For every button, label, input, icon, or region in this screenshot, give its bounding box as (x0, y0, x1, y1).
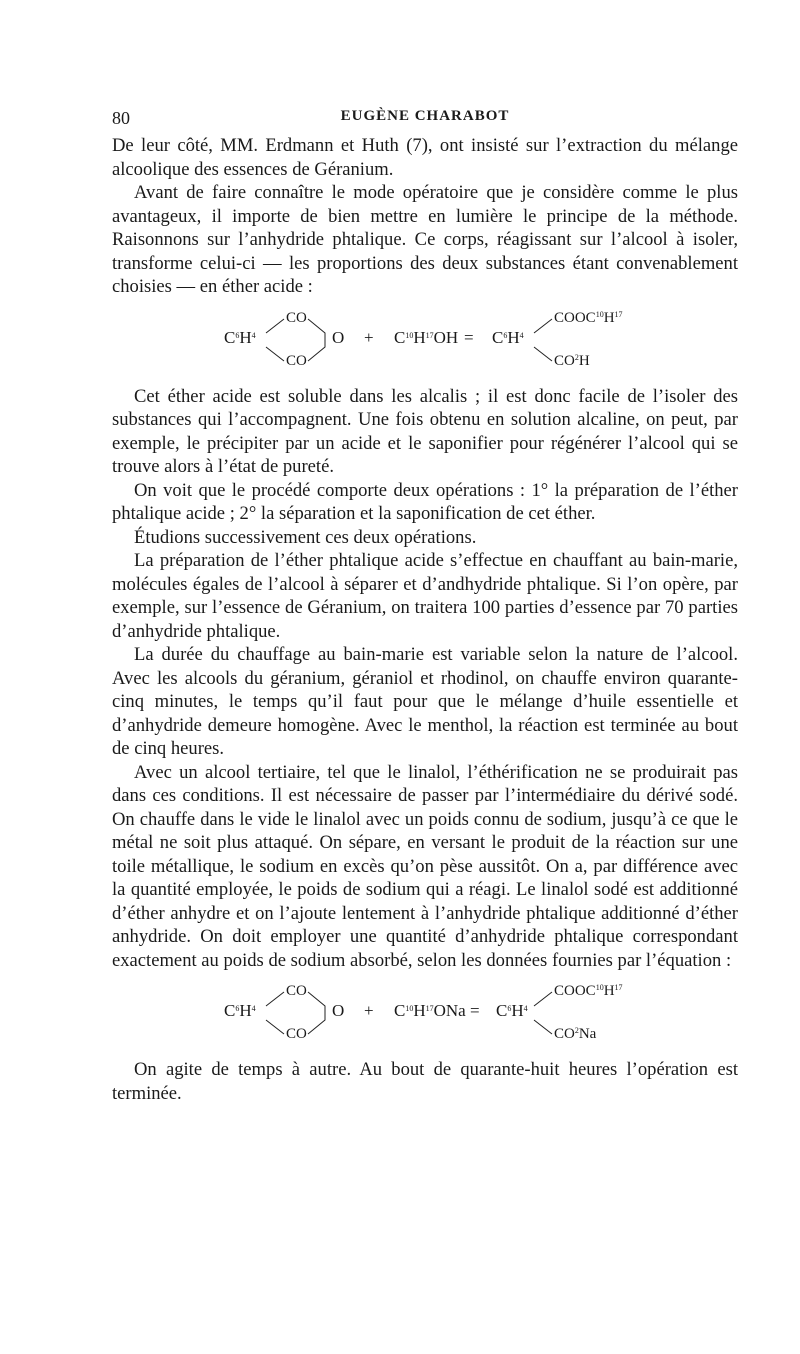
equation-1-co-bottom: CO (286, 352, 307, 369)
equation-1-plus: + (364, 327, 374, 347)
chemical-equation-1 (112, 309, 738, 371)
equation-1-reactant-ring: $C^6H^4$ (224, 327, 256, 347)
paragraph-3: Cet éther acide est soluble dans les alcalis ; il est donc facile de l’isoler des substances qui l’accompagnent. Une fois obtenu en solution alcaline, on peut, par exemple, le précipiter par un acide et le saponifier pour régénérer l’alcool qui se trouve alors à l’état de pureté. (112, 385, 738, 477)
paragraph-2: Avant de faire connaître le mode opératoire que je considère comme le plus avantageux, il importe de bien mettre en lumière le principe de la méthode. Raisonnons sur l’anhydride phtalique. Ce corps, réagissant sur l’alcool à isoler, transforme celui-ci — les proportions des deux substances étant convenablement choisies — en éther acide : (112, 182, 738, 297)
equation-1-alcohol: $C^{10}H^{17}OH$ (394, 327, 459, 347)
chemical-equation-2 (112, 982, 738, 1044)
paragraph-4: On voit que le procédé comporte deux opérations : 1° la préparation de l’éther phtalique acide ; 2° la séparation et la saponification de cet éther. (112, 479, 738, 524)
equation-2-product-top: $COOC^{10}H^{17}$ (554, 983, 623, 999)
paragraph-9: On agite de temps à autre. Au bout de quarante-huit heures l’opération est terminée. (112, 1059, 738, 1104)
running-title: EUGÈNE CHARABOT (340, 108, 510, 124)
equation-1-product-top: $COOC^{10}H^{17}$ (554, 309, 623, 326)
paragraph-7: La durée du chauffage au bain-marie est variable selon la nature de l’alcool. Avec les alcools du géranium, géraniol et rhodinol, on chauffe environ quarante-cinq minutes, le temps qu’il faut pour que le mélange d’huile essentielle et d’anhydride demeure homogène. Avec le menthol, la réaction est terminée au bout de cinq heures. (112, 644, 738, 759)
equation-1-product-ring: $C^6H^4$ (492, 327, 524, 347)
paragraph-8: Avec un alcool tertiaire, tel que le linalol, l’éthérification ne se produirait pas dans ces conditions. Il est nécessaire de passer par l’intermédiaire du dérivé sodé. On chauffe dans le vide le linalol avec un poids connu de sodium, jusqu’à ce que le métal ne soit plus attaqué. On sépare, en versant le produit de la réaction sur une toile métallique, le sodium en excès qu’on pèse aussitôt. On a, par différence avec la quantité employée, le poids de sodium qui a réagi. Le linalol sodé est additionné d’éther anhydre et on l’ajoute lentement à l’anhydride phtalique additionné d’éther anhydride. On doit employer une quantité d’anhydride phtalique correspondant exactement au poids de sodium absorbé, selon les données fournies par l’équation : (112, 761, 738, 971)
equation-1-product-bottom: $CO^2H$ (554, 352, 590, 369)
paragraph-1: De leur côté, MM. Erdmann et Huth (7), ont insisté sur l’extraction du mélange alcoolique des essences de Géranium. (112, 135, 738, 180)
equation-2-co-bottom: CO (286, 1026, 307, 1042)
equation-2-bridge-oxygen: O (332, 1001, 345, 1020)
equation-2-product-bottom: $CO^2Na$ (554, 1026, 597, 1042)
equation-1-bridge-oxygen: O (332, 327, 345, 347)
equation-2-reactant-ring: $C^6H^4$ (224, 1001, 256, 1020)
equation-2-equals: = (470, 1001, 480, 1020)
page (112, 104, 738, 1105)
equation-2-co-top: CO (286, 983, 307, 999)
equation-2-alcoholate: $C^{10}H^{17}ONa$ (394, 1001, 466, 1020)
equation-2-plus: + (364, 1001, 374, 1020)
equation-1-equals: = (464, 327, 474, 347)
equation-1-co-top: CO (286, 309, 307, 326)
paragraph-6: La préparation de l’éther phtalique acide s’effectue en chauffant au bain-marie, molécules égales de l’alcool à séparer et d’andhydride phtalique. Si l’on opère, par exemple, sur l’essence de Géranium, on traitera 100 parties d’essence par 70 parties d’anhydride phtalique. (112, 550, 738, 642)
page-number: 80 (112, 108, 130, 128)
page-header (112, 104, 738, 134)
equation-2-product-ring: $C^6H^4$ (496, 1001, 528, 1020)
paragraph-5: Étudions successivement ces deux opérations. (134, 526, 477, 548)
